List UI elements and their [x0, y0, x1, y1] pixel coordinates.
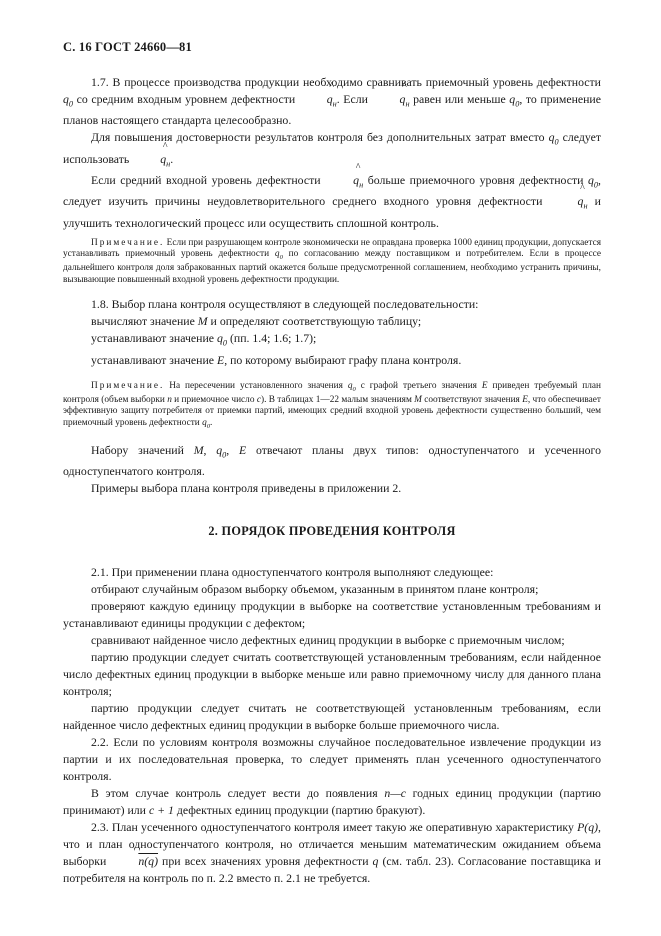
note-1-7: Примечание. Если при разрушающем контроле экономически не оправдана проверка 1000 единиц продукции, допускается устанавливать приемочный уровень дефектности $q_0$ по согласованию между поставщиком и потребителем. Если в процессе дальнейшего контроля доля забракованных партий окажется больше предусмотренной соглашением, необходимо устранить причины, вызывающие повышенный входной уровень дефектности продукции.: [63, 237, 602, 285]
paragraph-2-2: 2.2. Если по условиям контроля возможны случайное последовательное извлечение продукции из партии и их последовательная проверка, то следует применять план усеченного одноступенчатого контроля.: [63, 735, 601, 784]
symbol-n-bar-of-q: n(q): [138, 854, 159, 869]
symbol-qn-hat: ^ $q_н$: [299, 91, 337, 112]
symbol-c-plus-1: c + 1: [148, 803, 174, 818]
symbol-q0: $q_0$: [274, 249, 283, 262]
symbol-qn-hat: ^ $q_н$: [132, 151, 170, 172]
symbol-q0: $q_0$: [588, 173, 599, 190]
paragraph-2-3: 2.3. План усеченного одноступенчатого контроля имеет такую же оперативную характеристику P(q), что и план одноступенчатого контроля, но отличается меньшим математическим ожиданием объема выборки n(q) при всех значениях уровня дефектности q (см. табл. 23). Согласование поставщика и потребителя на контроль по п. 2.2 вместо п. 2.1 не требуется.: [63, 820, 601, 886]
symbol-q0: $q_0$: [548, 130, 559, 147]
note-1-8: Примечание. На пересечении установленного значения $q_0$ с графой третьего значения E приведен требуемый план контроля (объем выборки n и приемочное число c). В таблицах 1—22 малым значениям M соответствуют значения E, что обеспечивает эффективную защиту потребителя от приемки партий, имеющих средний входной уровень дефектности существенно больший, чем приемочный уровень дефектности $q_0$.: [63, 380, 601, 430]
symbol-c: c: [256, 394, 261, 405]
step-compare: сравнивают найденное число дефектных единиц продукции в выборке с приемочным числом;: [91, 633, 565, 648]
symbol-q0: $q_0$: [347, 380, 356, 393]
step-check-units: проверяют каждую единицу продукции в выборке на соответствие установленным требованиям и устанавливают единицы продукции с дефектом;: [63, 599, 601, 631]
symbol-qn-hat: ^ $q_н$: [325, 172, 363, 193]
symbol-q0: $q_0$: [63, 92, 74, 109]
step-accept: партию продукции следует считать соответствующей установленным требованиям, если найденное число дефектных единиц продукции в выборке меньше или равно приемочному числу для данного плана контроля;: [63, 650, 601, 699]
paragraph-1-7: 1.7. В процессе производства продукции необходимо сравнивать приемочный уровень дефектности $q_0$ со средним входным уровнем дефектности ^ $q_н$. Если ^ $q_н$ равен или меньше $q_0$, то применение планов настоящего стандарта целесообразно.: [63, 74, 601, 129]
page-header: С. 16 ГОСТ 24660—81: [63, 40, 192, 54]
paragraph-2-2-cont: В этом случае контроль следует вести до появления n—c годных единиц продукции (партию принимают) или c + 1 дефектных единиц продукции (партию бракуют).: [63, 786, 601, 818]
symbol-qn-hat: ^ $q_н$: [550, 193, 588, 214]
symbol-e: E: [216, 352, 225, 367]
step-reject: партию продукции следует считать не соответствующей установленным требованиям, если найденное число дефектных единиц продукции в выборке больше приемочного числа.: [63, 701, 601, 733]
symbol-q0: $q_0$: [202, 417, 210, 430]
step-set-e: устанавливают значение E, по которому выбирают графу плана контроля.: [91, 352, 462, 367]
document-body: [63, 74, 601, 887]
symbol-m: M: [197, 314, 208, 329]
symbol-e: E: [481, 380, 488, 391]
symbol-q0: $q_0$: [216, 442, 227, 460]
paragraph-1-7-2: Для повышения достоверности результатов контроля без дополнительных затрат вместо $q_0$ следует использовать ^ $q_н$.: [63, 129, 601, 172]
symbol-m: M: [193, 442, 204, 457]
paragraph-1-8: 1.8. Выбор плана контроля осуществляют в следующей последовательности:: [91, 297, 479, 312]
section-heading: 2. ПОРЯДОК ПРОВЕДЕНИЯ КОНТРОЛЯ: [208, 524, 456, 539]
paragraph-2-1: 2.1. При применении плана одноступенчатого контроля выполняют следующее:: [91, 565, 494, 580]
symbol-p-of-q: P(q): [577, 820, 599, 835]
symbol-q0: $q_0$: [216, 331, 227, 348]
symbol-e: E: [238, 442, 247, 457]
step-select-sample: отбирают случайным образом выборку объемом, указанным в принятом плане контроля;: [91, 582, 539, 597]
symbol-n: n: [167, 394, 172, 405]
step-set-q0: устанавливают значение $q_0$ (пп. 1.4; 1.6; 1.7);: [91, 331, 317, 348]
symbol-q: q: [372, 854, 379, 869]
symbol-qn-hat: ^ $q_н$: [372, 91, 410, 112]
paragraph-examples: Примеры выбора плана контроля приведены в приложении 2.: [91, 481, 402, 496]
paragraph-1-7-3: Если средний входной уровень дефектности ^ $q_н$ больше приемочного уровня дефектности $q_0$, следует изучить причины неудовлетворительного среднего входного уровня дефектности ^ $q_н$ и улучшить технологический процесс или осуществить сплошной контроль.: [63, 172, 601, 232]
step-compute-m: вычисляют значение M и определяют соответствующую таблицу;: [91, 314, 422, 329]
paragraph-plan-types: Набору значений M, $q_0$, E отвечают планы двух типов: одноступенчатого и усеченного одноступенчатого контроля.: [63, 442, 601, 479]
symbol-e: E: [522, 394, 528, 405]
symbol-m: M: [414, 394, 422, 405]
symbol-n-minus-c: n—c: [384, 786, 406, 801]
symbol-q0: $q_0$: [509, 92, 520, 109]
